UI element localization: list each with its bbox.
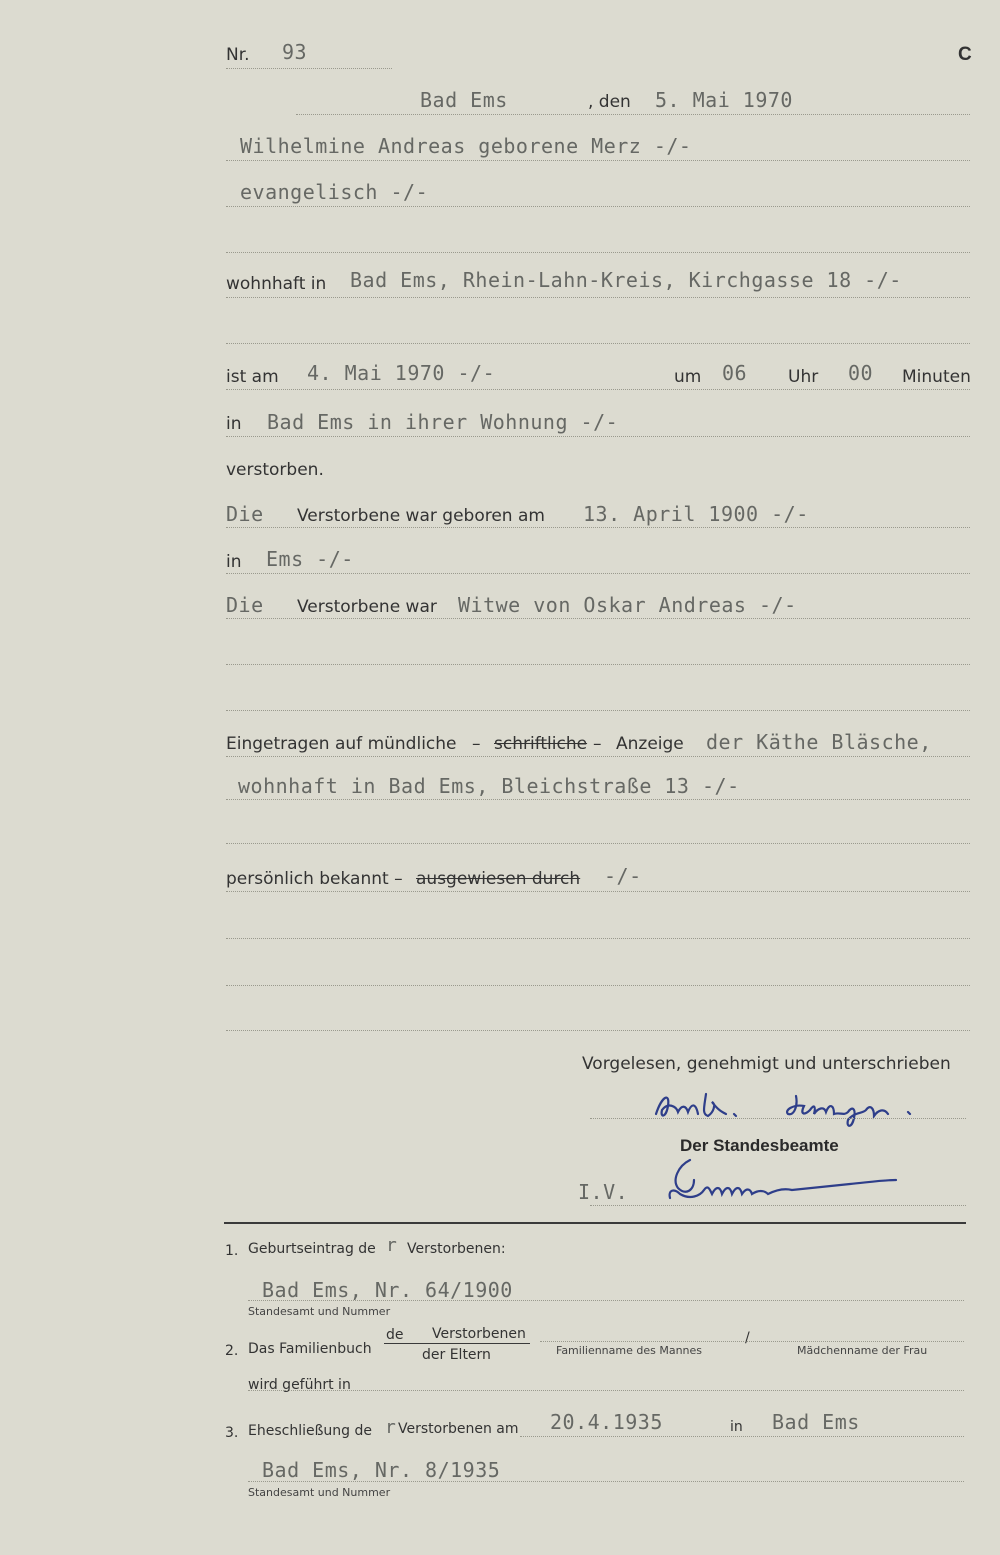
divider — [226, 68, 392, 69]
death-place: Bad Ems in ihrer Wohnung -/- — [267, 410, 619, 434]
uhr-label: Uhr — [788, 367, 819, 387]
divider — [226, 573, 970, 574]
item1-label: Geburtseintrag de — [248, 1241, 376, 1257]
bekannt-value: -/- — [604, 864, 642, 888]
divider — [226, 436, 970, 437]
divider — [296, 114, 970, 115]
item2-frau-caption: Mädchenname der Frau — [797, 1344, 928, 1357]
footer-separator — [224, 1222, 966, 1224]
divider — [226, 710, 970, 711]
divider — [226, 756, 970, 757]
birth-label: Verstorbene war geboren am — [297, 506, 545, 526]
standesbeamte-label: Der Standesbeamte — [680, 1136, 839, 1155]
item2-number: 2. — [225, 1343, 239, 1359]
item2-slash: / — [745, 1330, 750, 1346]
item2-label: Das Familienbuch — [248, 1341, 372, 1357]
birth-register-entry: Bad Ems, Nr. 64/1900 — [262, 1278, 513, 1302]
registrar-signature — [660, 1150, 910, 1210]
residence-label: wohnhaft in — [226, 274, 327, 294]
divider — [520, 1436, 964, 1437]
death-hour: 06 — [722, 361, 748, 385]
informant-signature — [648, 1084, 938, 1134]
status-label: Verstorbene war — [297, 597, 437, 617]
item1-r: r — [386, 1235, 398, 1256]
divider — [226, 985, 970, 986]
item2-verstorbenen: Verstorbenen — [432, 1326, 526, 1342]
divider — [226, 252, 970, 253]
item2-mann-caption: Familienname des Mannes — [556, 1344, 703, 1357]
iv-label: I.V. — [578, 1180, 629, 1204]
vorgelesen-text: Vorgelesen, genehmigt und unterschrieben — [582, 1054, 951, 1074]
divider — [226, 938, 970, 939]
divider — [226, 618, 970, 619]
eingetragen-label: Eingetragen auf mündliche — [226, 734, 457, 754]
item2-gefuehrt-label: wird geführt in — [248, 1377, 351, 1393]
divider — [226, 891, 970, 892]
fraction-line — [384, 1343, 530, 1344]
death-minute: 00 — [848, 361, 874, 385]
birth-date: 13. April 1900 -/- — [583, 502, 809, 526]
divider — [226, 664, 970, 665]
item3-r: r — [385, 1417, 397, 1438]
item3-number: 3. — [225, 1425, 239, 1441]
marriage-date: 20.4.1935 — [550, 1410, 663, 1434]
divider — [590, 1205, 966, 1206]
death-date: 4. Mai 1970 -/- — [307, 361, 496, 385]
dash: – — [593, 734, 602, 754]
divider — [226, 799, 970, 800]
dash: – — [472, 734, 481, 754]
informant-address: wohnhaft in Bad Ems, Bleichstraße 13 -/- — [238, 774, 740, 798]
bekannt-label: persönlich bekannt – — [226, 869, 403, 889]
anzeige-label: Anzeige — [616, 734, 684, 754]
divider — [226, 527, 970, 528]
divider — [226, 206, 970, 207]
item3-in: in — [730, 1419, 743, 1435]
record-number: 93 — [282, 40, 308, 64]
item3-label: Eheschließung de — [248, 1423, 372, 1439]
record-place: Bad Ems — [420, 88, 508, 112]
status-die-label: Die — [226, 593, 264, 617]
verstorben-label: verstorben. — [226, 460, 324, 480]
item3-caption: Standesamt und Nummer — [248, 1486, 391, 1499]
item1-label-2: Verstorbenen: — [407, 1241, 506, 1257]
divider — [540, 1341, 964, 1342]
minuten-label: Minuten — [902, 367, 971, 387]
item2-de: de — [386, 1327, 404, 1343]
divider — [226, 843, 970, 844]
item1-caption: Standesamt und Nummer — [248, 1305, 391, 1318]
deceased-religion: evangelisch -/- — [240, 180, 429, 204]
item1-number: 1. — [225, 1243, 239, 1259]
struck-ausgewiesen: ausgewiesen durch — [416, 869, 581, 889]
divider — [226, 297, 970, 298]
nr-label: Nr. — [226, 45, 250, 65]
birth-in-label: in — [226, 552, 242, 572]
item2-eltern: der Eltern — [422, 1347, 491, 1363]
informant-name: der Käthe Bläsche, — [706, 730, 932, 754]
divider — [226, 160, 970, 161]
corner-letter: C — [958, 44, 972, 65]
struck-schriftliche: schriftliche — [494, 734, 588, 754]
record-date: 5. Mai 1970 — [655, 88, 793, 112]
death-date-label: ist am — [226, 367, 279, 387]
marriage-place: Bad Ems — [772, 1410, 860, 1434]
divider — [248, 1390, 964, 1391]
item3-label-2: Verstorbenen am — [398, 1421, 519, 1437]
divider — [248, 1481, 964, 1482]
marital-status: Witwe von Oskar Andreas -/- — [458, 593, 797, 617]
divider — [590, 1118, 966, 1119]
divider — [226, 343, 970, 344]
birth-place: Ems -/- — [266, 547, 354, 571]
birth-die-label: Die — [226, 502, 264, 526]
deceased-name: Wilhelmine Andreas geborene Merz -/- — [240, 134, 692, 158]
um-label: um — [674, 367, 702, 387]
in-label: in — [226, 414, 242, 434]
divider — [248, 1300, 964, 1301]
divider — [226, 1030, 970, 1031]
marriage-register-entry: Bad Ems, Nr. 8/1935 — [262, 1458, 501, 1482]
den-label: , den — [588, 92, 631, 112]
divider — [226, 389, 970, 390]
deceased-residence: Bad Ems, Rhein-Lahn-Kreis, Kirchgasse 18 -/- — [350, 268, 902, 292]
